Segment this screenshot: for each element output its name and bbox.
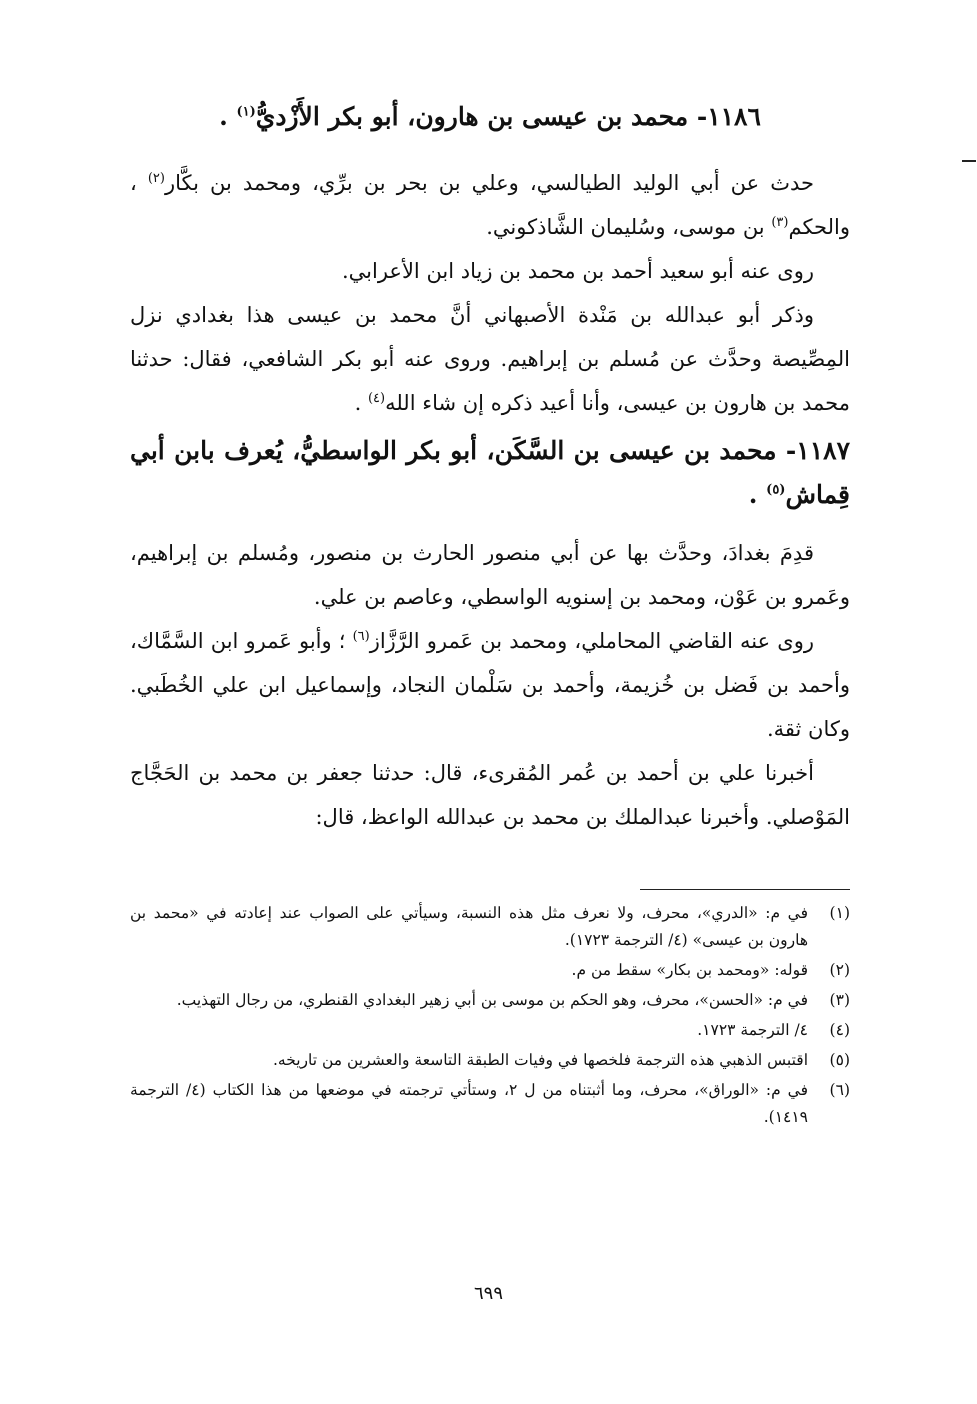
paragraph: أخبرنا علي بن أحمد بن عُمر المُقرىء، قال: حدثنا جعفر بن محمد بن الحَجَّاج المَوْصلي. وأخبرنا عبدالملك بن محمد بن عبدالله الواعظ، قال: — [130, 761, 850, 829]
footnote-number: (٥) — [829, 1051, 850, 1069]
paragraph: وذكر أبو عبدالله بن مَنْدة الأصبهاني أنَّ محمد بن عيسى هذا بغدادي نزل المِصِّيصة وحدَّث عن مُسلم بن إبراهيم. وروى عنه أبو بكر الشافعي، فقال: حدثنا محمد بن هارون بن عيسى، وأنا أعيد ذكره إن شاء الله$^{(٤)}$ . — [130, 303, 850, 415]
page-number: ٦٩٩ — [473, 1283, 503, 1304]
footnote-text: في م: «الوراق»، محرف، وما أثبتناه من ل ٢، وستأتي ترجمته في موضعها من هذا الكتاب (٤/ الترجمة ١٤١٩). — [130, 1081, 808, 1126]
heading-text: ١١٨٧- محمد بن عيسى بن السَّكَن، أبو بكر الواسطيُّ، يُعرف بابن أبي قِماش — [130, 436, 850, 509]
footnote-text: في م: «الدري»، محرف، ولا نعرف مثل هذه النسبة، وسيأتي على الصواب عند إعادته في «محمد بن هارون بن عيسى» (٤/ الترجمة ١٧٢٣). — [130, 904, 808, 949]
heading-tail: . — [219, 102, 237, 131]
margin-mark — [962, 160, 976, 162]
paragraph: قدِمَ بغدادَ، وحدَّث بها عن أبي منصور الحارث بن منصور، ومُسلم بن إبراهيم، وعَمرو بن عَوْن، ومحمد بن إسنويه الواسطي، وعاصم بن علي. — [130, 541, 850, 609]
footnote-number: (٣) — [829, 991, 850, 1009]
footnote-item — [130, 987, 850, 1014]
footnote-ref: (١) — [236, 104, 256, 120]
heading-tail: . — [748, 480, 767, 509]
footnote-number: (٢) — [829, 961, 850, 979]
footnote-ref: (٦) — [352, 629, 370, 644]
footnote-item — [130, 1017, 850, 1044]
entry-heading-1187 — [130, 429, 850, 517]
footnote-text: في م: «الحسن»، محرف، وهو الحكم بن موسى بن أبي زهير البغدادي القنطري، من رجال التهذيب. — [176, 991, 808, 1009]
footnote-number: (٦) — [829, 1081, 850, 1099]
footnotes — [130, 900, 850, 1134]
footnote-item — [130, 900, 850, 954]
paragraph: روى عنه القاضي المحاملي، ومحمد بن عَمرو الرَّزَّاز$^{(٦)}$ ؛ وأبو عَمرو ابن السَّمَّاك، وأحمد بن فَضل بن خُزيمة، وأحمد بن سَلْمان النجاد، وإسماعيل ابن علي الخُطَبي. وكان ثقة. — [130, 629, 850, 741]
footnote-number: (١) — [829, 904, 850, 922]
entry-heading-1186 — [130, 95, 850, 139]
paragraph: روى عنه أبو سعيد أحمد بن محمد بن زياد ابن الأعرابي. — [341, 259, 814, 283]
paragraph: حدث عن أبي الوليد الطيالسي، وعلي بن بحر بن برِّي، ومحمد بن بكَّار$^{(٢)}$ ، والحكم$^{(٣)}$ بن موسى، وسُليمان الشَّاذكوني. — [130, 171, 850, 239]
footnote-number: (٤) — [829, 1021, 850, 1039]
footnote-ref: (٤) — [367, 391, 386, 406]
footnote-item — [130, 1077, 850, 1131]
footnote-ref: (٢) — [147, 171, 165, 186]
footnote-ref: (٣) — [771, 215, 789, 230]
footnote-text: اقتبس الذهبي هذه الترجمة فلخصها في وفيات الطبقة التاسعة والعشرين من تاريخه. — [272, 1051, 808, 1069]
heading-text: ١١٨٦- محمد بن عيسى بن هارون، أبو بكر الأَزْديُّ — [255, 102, 761, 131]
page-body — [130, 95, 850, 839]
footnote-item — [130, 1047, 850, 1074]
footnote-text: قوله: «ومحمد بن بكار» سقط من م. — [571, 961, 808, 979]
footnote-ref: (٥) — [766, 482, 786, 498]
footnote-item — [130, 957, 850, 984]
footnote-text: ٤/ الترجمة ١٧٢٣. — [697, 1021, 808, 1039]
footnote-separator — [640, 889, 850, 890]
